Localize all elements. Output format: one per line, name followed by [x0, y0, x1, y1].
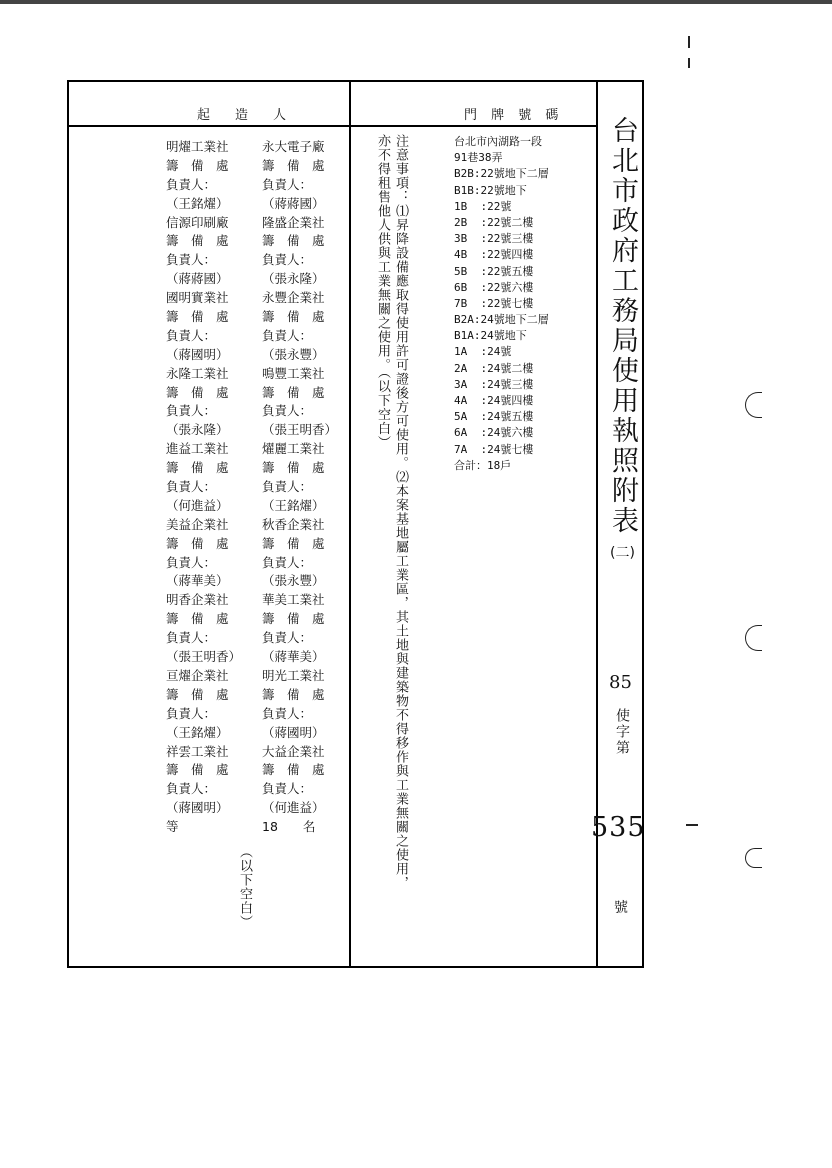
- builder-line: 籌 備 處: [262, 384, 325, 400]
- builder-list-left: [166, 138, 241, 837]
- builder-line: 18 名: [262, 819, 316, 835]
- builder-line: （蔣華美）: [166, 573, 229, 589]
- builder-line: 永大電子廠: [262, 139, 325, 154]
- builder-line: 籌 備 處: [262, 460, 325, 476]
- builder-line: 籌 備 處: [262, 686, 325, 702]
- builder-line: （張永隆）: [166, 422, 229, 438]
- builder-line: （蔣蔣國）: [262, 195, 325, 211]
- builder-line: （蔣蔣國）: [166, 271, 229, 287]
- builder-line: 鳴豐工業社: [262, 365, 325, 381]
- scan-dash: [686, 824, 698, 826]
- builder-line: 負責人：: [166, 176, 217, 192]
- builder-line: 負責人：: [262, 479, 313, 495]
- form-number: (二): [610, 545, 635, 561]
- builder-line: 籌 備 處: [262, 611, 325, 627]
- builder-line: 籌 備 處: [262, 233, 325, 249]
- address-line: 5B :22號五樓: [454, 264, 534, 278]
- builder-line: 大益企業社: [262, 743, 325, 759]
- builder-column-header: 起 造 人: [197, 108, 293, 123]
- permit-year: 85: [609, 672, 632, 693]
- builder-line: （何進益）: [262, 800, 325, 816]
- builder-line: 籌 備 處: [166, 611, 229, 627]
- address-line: B2A:24號地下二層: [454, 313, 549, 327]
- address-line: 3B :22號三樓: [454, 232, 534, 246]
- builder-line: 明香企業社: [166, 592, 229, 608]
- permit-number: 535: [591, 812, 646, 843]
- address-list: [454, 134, 549, 474]
- builder-line: 負責人：: [262, 554, 313, 570]
- builder-line: （王銘燿）: [166, 724, 229, 740]
- builder-line: 秋香企業社: [262, 516, 325, 532]
- builder-line: 負責人：: [166, 252, 217, 268]
- header-rule: [69, 125, 596, 127]
- builder-line: 負責人：: [262, 403, 313, 419]
- builder-line: （張永豐）: [262, 346, 325, 362]
- builder-line: 信源印刷廠: [166, 214, 229, 230]
- builder-line: 籌 備 處: [166, 460, 229, 476]
- builder-line: 籌 備 處: [262, 309, 325, 325]
- builder-line: 華美工業社: [262, 592, 325, 608]
- builder-line: 負責人：: [166, 705, 217, 721]
- scan-mark: [688, 36, 690, 48]
- builder-line: 明燿工業社: [166, 139, 229, 154]
- page-title: 台北市政府工務局使用執照附表: [607, 116, 638, 536]
- builder-line: 燿麗工業社: [262, 441, 325, 457]
- builder-line: （蔣國明）: [166, 800, 229, 816]
- builder-list-right: [262, 138, 337, 837]
- address-line: B2B:22號地下二層: [454, 167, 549, 181]
- address-line: B1A:24號地下: [454, 329, 527, 343]
- builder-line: 籌 備 處: [166, 535, 229, 551]
- builder-line: 負責人：: [262, 705, 313, 721]
- divider-builder-address: [349, 82, 351, 966]
- builder-line: 籌 備 處: [166, 384, 229, 400]
- builder-line: 負責人：: [166, 630, 217, 646]
- notes-line-2: 亦不得租售他人供與工業無關之使用。（以下空白）: [375, 134, 390, 450]
- builder-line: 負責人：: [262, 252, 313, 268]
- binder-hole-arc: [745, 625, 762, 651]
- builder-line: （蔣國明）: [262, 724, 325, 740]
- builder-line: 負責人：: [166, 781, 217, 797]
- address-column-header: 門 牌 號 碼: [464, 108, 564, 123]
- address-line: 6A :24號六樓: [454, 426, 534, 440]
- builder-line: 負責人：: [262, 630, 313, 646]
- address-line: 4B :22號四樓: [454, 248, 534, 262]
- builder-line: （蔣華美）: [262, 649, 325, 665]
- address-line: 合計：18戶: [454, 458, 512, 472]
- address-line: 91巷38弄: [454, 151, 503, 165]
- builder-line: （王銘燿）: [166, 195, 229, 211]
- binder-hole-arc: [745, 848, 762, 868]
- address-line: 1A :24號: [454, 345, 512, 359]
- builder-line: （張永豐）: [262, 573, 325, 589]
- builder-line: 負責人：: [166, 554, 217, 570]
- builder-blank-note: （以下空白）: [237, 845, 252, 929]
- address-line: 4A :24號四樓: [454, 394, 534, 407]
- builder-line: 國明實業社: [166, 290, 229, 306]
- builder-line: 負責人：: [166, 327, 217, 343]
- builder-line: 籌 備 處: [166, 233, 229, 249]
- builder-line: 永隆工業社: [166, 365, 229, 381]
- address-line: 7B :22號七樓: [454, 296, 534, 310]
- builder-line: 進益工業社: [166, 441, 229, 457]
- builder-line: 等: [166, 819, 179, 835]
- builder-line: 負責人：: [262, 327, 313, 343]
- address-line: 6B :22號六樓: [454, 280, 534, 294]
- builder-line: （張永隆）: [262, 271, 325, 287]
- permit-attachment-form: [67, 80, 644, 968]
- scan-mark: [688, 58, 690, 68]
- builder-line: 籌 備 處: [166, 686, 229, 702]
- builder-line: 明光工業社: [262, 667, 325, 683]
- builder-line: 負責人：: [262, 176, 313, 192]
- builder-line: （王銘燿）: [262, 497, 325, 513]
- address-line: 5A :24號五樓: [454, 410, 534, 424]
- notes-line-1: 注意事項：⑴昇降設備應取得使用許可證後方可使用。⑵本案基地屬工業區，其土地與建築物不得移作與工業無關之使用，: [393, 134, 408, 890]
- address-line: 7A :24號七樓: [454, 442, 534, 456]
- notes-text: [373, 134, 409, 944]
- builder-line: 亘燿企業社: [166, 667, 229, 683]
- builder-line: 籌 備 處: [166, 309, 229, 325]
- builder-line: 籌 備 處: [262, 762, 325, 778]
- builder-line: （張王明香）: [262, 422, 338, 438]
- address-line: 2A :24號二樓: [454, 361, 534, 375]
- builder-line: 美益企業社: [166, 516, 229, 532]
- address-line: 2B :22號二樓: [454, 215, 534, 229]
- address-line: 3A :24號三樓: [454, 377, 534, 391]
- builder-line: 籌 備 處: [262, 157, 325, 173]
- scan-top-edge: [0, 0, 832, 4]
- builder-line: 負責人：: [262, 781, 313, 797]
- binder-hole-arc: [745, 392, 762, 418]
- builder-line: （張王明香）: [166, 649, 242, 665]
- builder-line: 負責人：: [166, 403, 217, 419]
- permit-prefix: 使字第: [614, 708, 630, 756]
- builder-line: 祥雲工業社: [166, 743, 229, 759]
- builder-line: （蔣國明）: [166, 346, 229, 362]
- builder-line: 籌 備 處: [166, 157, 229, 173]
- builder-line: （何進益）: [166, 497, 229, 513]
- address-line: 1B :22號: [454, 199, 512, 213]
- builder-line: 負責人：: [166, 479, 217, 495]
- address-line: B1B:22號地下: [454, 183, 527, 197]
- builder-line: 永豐企業社: [262, 290, 325, 306]
- builder-line: 籌 備 處: [262, 535, 325, 551]
- address-line: 台北市內湖路一段: [454, 135, 542, 148]
- builder-line: 籌 備 處: [166, 762, 229, 778]
- builder-line: 隆盛企業社: [262, 214, 325, 230]
- permit-suffix: 號: [614, 900, 628, 916]
